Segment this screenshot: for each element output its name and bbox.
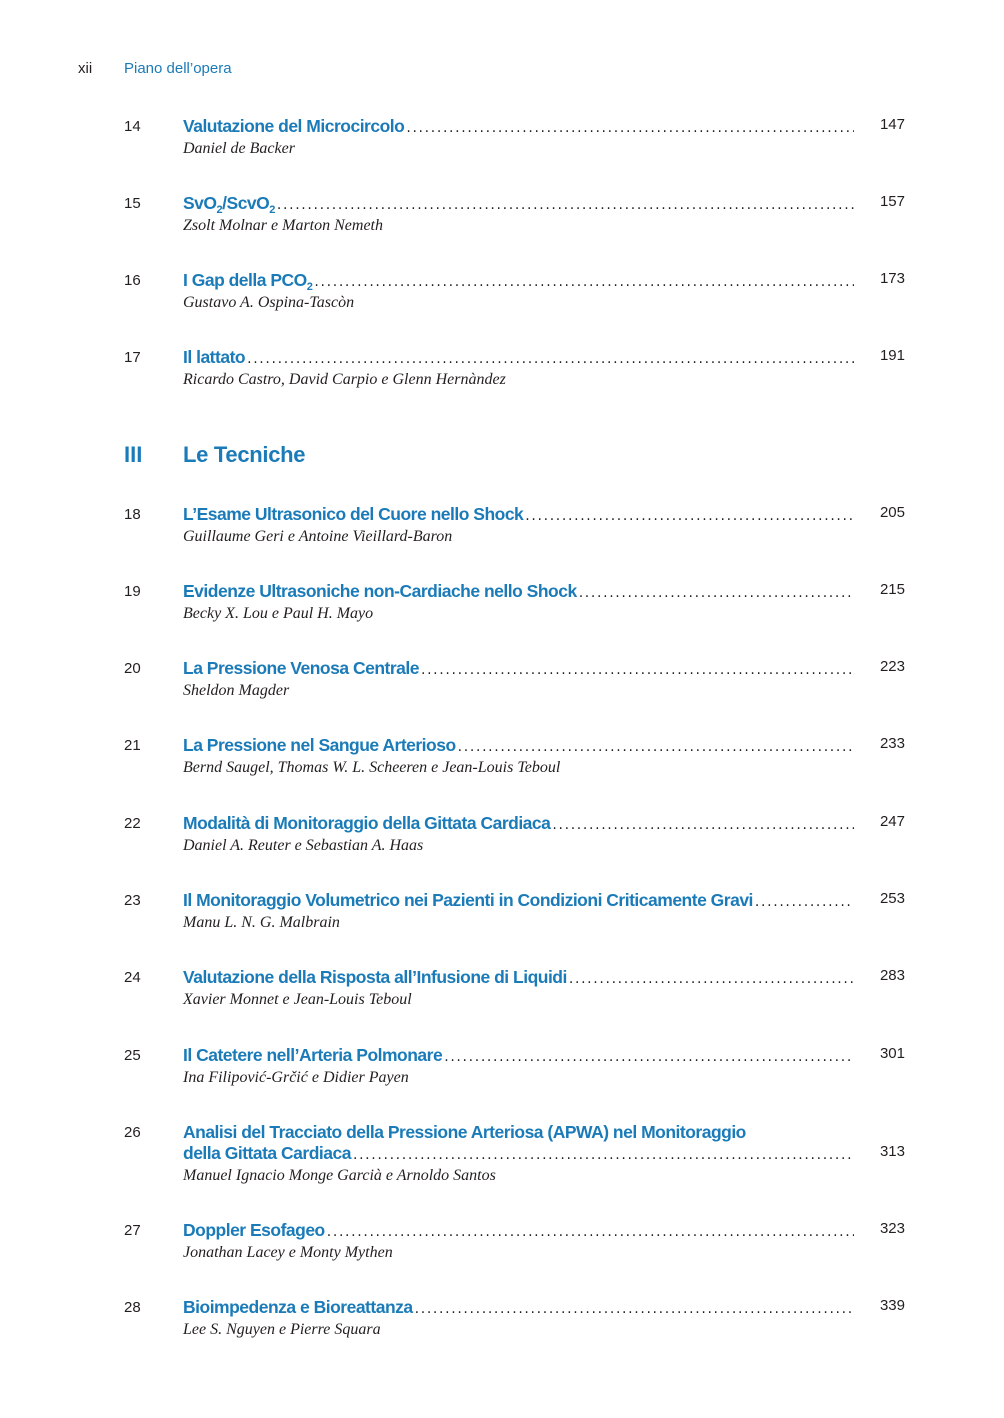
chapter-number: 21: [124, 737, 141, 754]
chapter-title[interactable]: Modalità di Monitoraggio della Gittata Cardiaca: [183, 813, 551, 833]
chapter-page: 339: [879, 1297, 905, 1314]
leader-dots: [569, 971, 854, 987]
chapter-page: 323: [879, 1220, 905, 1237]
chapter-page: 233: [879, 735, 905, 752]
chapter-title[interactable]: Valutazione della Risposta all’Infusione di Liquidi: [183, 967, 567, 987]
chapter-title[interactable]: Il Catetere nell’Arteria Polmonare: [183, 1045, 443, 1065]
chapter-authors: Ricardo Castro, David Carpio e Glenn Hernàndez: [183, 371, 506, 388]
chapter-page: 223: [879, 658, 905, 675]
chapter-title[interactable]: Il lattato: [183, 347, 246, 367]
chapter-authors: Daniel A. Reuter e Sebastian A. Haas: [183, 837, 424, 854]
chapter-authors: Gustavo A. Ospina-Tascòn: [183, 294, 355, 311]
chapter-authors: Becky X. Lou e Paul H. Mayo: [183, 605, 374, 622]
chapter-title[interactable]: Bioimpedenza e Bioreattanza: [183, 1297, 413, 1317]
chapter-authors: Guillaume Geri e Antoine Vieillard-Baron: [183, 528, 453, 545]
chapter-number: 14: [124, 118, 141, 135]
chapter-page: 173: [879, 270, 905, 287]
leader-dots: [421, 662, 854, 678]
leader-dots: [327, 1224, 854, 1240]
running-title: Piano dell’opera: [124, 60, 232, 77]
chapter-page: 147: [879, 116, 905, 133]
leader-dots: [277, 197, 854, 213]
chapter-page: 301: [879, 1045, 905, 1062]
chapter-number: 16: [124, 272, 141, 289]
chapter-title[interactable]: Analisi del Tracciato della Pressione Arteriosa (APWA) nel Monitoraggio: [183, 1122, 746, 1142]
chapter-number: 28: [124, 1299, 141, 1316]
chapter-title[interactable]: Valutazione del Microcircolo: [183, 116, 405, 136]
chapter-authors: Daniel de Backer: [183, 140, 295, 157]
chapter-number: 20: [124, 660, 141, 677]
chapter-authors: Jonathan Lacey e Monty Mythen: [183, 1244, 393, 1261]
chapter-number: 19: [124, 583, 141, 600]
running-header: [78, 60, 232, 82]
leader-dots: [314, 274, 854, 290]
leader-dots: [353, 1147, 854, 1163]
chapter-page: 283: [879, 967, 905, 984]
chapter-authors: Manu L. N. G. Malbrain: [183, 914, 340, 931]
leader-dots: [755, 894, 854, 910]
leader-dots: [525, 508, 854, 524]
chapter-number: 18: [124, 506, 141, 523]
chapter-page: 157: [879, 193, 905, 210]
leader-dots: [247, 351, 854, 367]
leader-dots: [444, 1049, 854, 1065]
chapter-number: 24: [124, 969, 141, 986]
chapter-authors: Zsolt Molnar e Marton Nemeth: [183, 217, 383, 234]
chapter-title[interactable]: La Pressione nel Sangue Arterioso: [183, 735, 456, 755]
leader-dots: [415, 1301, 854, 1317]
chapter-number: 25: [124, 1047, 141, 1064]
chapter-number: 15: [124, 195, 141, 212]
section-number: III: [124, 442, 143, 467]
chapter-title[interactable]: SvO$_2$/ScvO$_2$: [183, 193, 275, 216]
leader-dots: [552, 817, 854, 833]
chapter-authors: Xavier Monnet e Jean-Louis Teboul: [183, 991, 412, 1008]
chapter-page: 247: [879, 813, 905, 830]
chapter-title[interactable]: La Pressione Venosa Centrale: [183, 658, 419, 678]
chapter-title[interactable]: Evidenze Ultrasoniche non-Cardiache nello Shock: [183, 581, 577, 601]
chapter-page: 215: [879, 581, 905, 598]
chapter-page: 313: [879, 1143, 905, 1160]
chapter-authors: Lee S. Nguyen e Pierre Squara: [183, 1321, 381, 1338]
chapter-number: 26: [124, 1124, 141, 1141]
section-title: Le Tecniche: [183, 442, 306, 467]
chapter-authors: Bernd Saugel, Thomas W. L. Scheeren e Jean-Louis Teboul: [183, 759, 561, 776]
chapter-number: 23: [124, 892, 141, 909]
chapter-number: 17: [124, 349, 141, 366]
chapter-page: 253: [879, 890, 905, 907]
chapter-page: 191: [879, 347, 905, 364]
chapter-number: 27: [124, 1222, 141, 1239]
chapter-title[interactable]: Doppler Esofageo: [183, 1220, 325, 1240]
leader-dots: [458, 739, 854, 755]
chapter-authors: Manuel Ignacio Monge Garcià e Arnoldo Santos: [183, 1167, 496, 1184]
chapter-page: 205: [879, 504, 905, 521]
leader-dots: [406, 120, 854, 136]
chapter-authors: Ina Filipović-Grčić e Didier Payen: [183, 1069, 409, 1086]
page-number: xii: [78, 60, 93, 77]
chapter-number: 22: [124, 815, 141, 832]
chapter-title[interactable]: Il Monitoraggio Volumetrico nei Pazienti in Condizioni Criticamente Gravi: [183, 890, 753, 910]
chapter-title-continued[interactable]: della Gittata Cardiaca: [183, 1143, 351, 1163]
chapter-authors: Sheldon Magder: [183, 682, 290, 699]
chapter-title[interactable]: I Gap della $PCO_2$: [183, 270, 313, 293]
leader-dots: [579, 585, 854, 601]
chapter-title[interactable]: L’Esame Ultrasonico del Cuore nello Shock: [183, 504, 524, 524]
